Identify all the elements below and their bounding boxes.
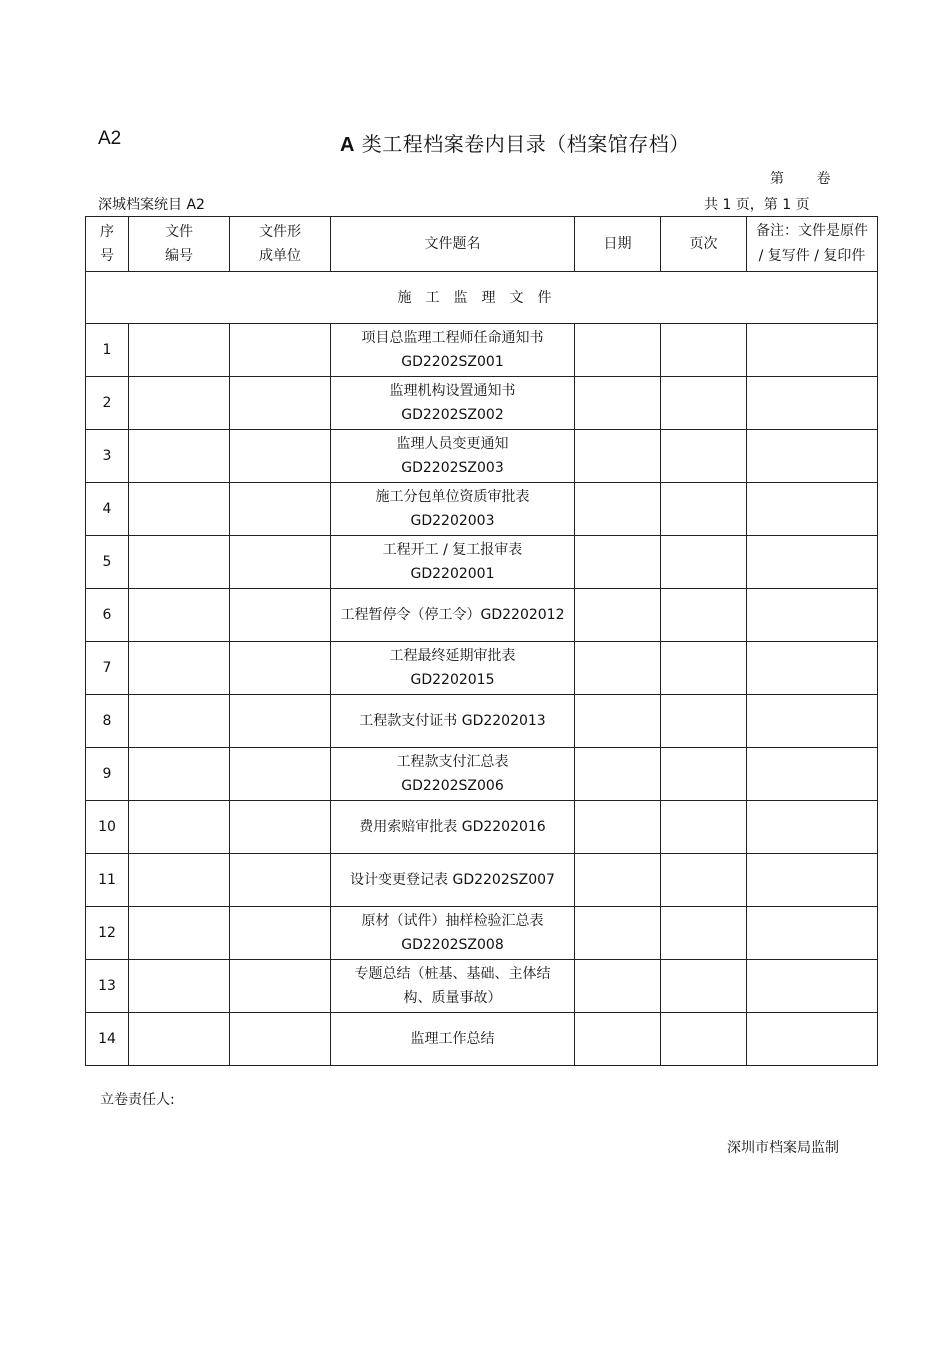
- page-cell: [661, 801, 747, 854]
- row-number: 14: [86, 1013, 129, 1066]
- row-number: 1: [86, 324, 129, 377]
- supervisor-label: 深圳市档案局监制: [727, 1140, 839, 1156]
- page-cell: [661, 642, 747, 695]
- table-row: [86, 324, 878, 377]
- page-cell: [661, 430, 747, 483]
- file-number-cell: [129, 801, 230, 854]
- issuing-unit-cell: [230, 854, 331, 907]
- table-row: [86, 483, 878, 536]
- file-title-cell: 项目总监理工程师任命通知书 GD2202SZ001: [331, 324, 575, 377]
- issuing-unit-cell: [230, 483, 331, 536]
- date-cell: [575, 324, 661, 377]
- header-cell: 文件题名: [331, 217, 575, 272]
- remark-cell: [747, 642, 878, 695]
- row-number: 3: [86, 430, 129, 483]
- issuing-unit-cell: [230, 642, 331, 695]
- issuing-unit-cell: [230, 801, 331, 854]
- section-row: [86, 272, 878, 324]
- date-cell: [575, 854, 661, 907]
- file-title-cell: 施工分包单位资质审批表 GD2202003: [331, 483, 575, 536]
- page-cell: [661, 483, 747, 536]
- row-number: 7: [86, 642, 129, 695]
- header-cell: 序 号: [86, 217, 129, 272]
- file-title-cell: 工程最终延期审批表 GD2202015: [331, 642, 575, 695]
- table-row: [86, 589, 878, 642]
- file-number-cell: [129, 324, 230, 377]
- remark-cell: [747, 377, 878, 430]
- title-text: 类工程档案卷内目录（档案馆存档）: [354, 132, 690, 156]
- issuing-unit-cell: [230, 377, 331, 430]
- remark-cell: [747, 589, 878, 642]
- table-row: [86, 430, 878, 483]
- issuing-unit-cell: [230, 907, 331, 960]
- date-cell: [575, 748, 661, 801]
- date-cell: [575, 536, 661, 589]
- table-row: [86, 377, 878, 430]
- file-title-cell: 工程开工 / 复工报审表 GD2202001: [331, 536, 575, 589]
- issuing-unit-cell: [230, 960, 331, 1013]
- file-title-cell: 专题总结（桩基、基础、主体结 构、质量事故）: [331, 960, 575, 1013]
- remark-cell: [747, 483, 878, 536]
- table-header-row: [86, 217, 878, 272]
- date-cell: [575, 960, 661, 1013]
- remark-cell: [747, 1013, 878, 1066]
- file-title-cell: 监理机构设置通知书 GD2202SZ002: [331, 377, 575, 430]
- row-number: 12: [86, 907, 129, 960]
- table-row: [86, 536, 878, 589]
- file-number-cell: [129, 642, 230, 695]
- date-cell: [575, 907, 661, 960]
- file-number-cell: [129, 907, 230, 960]
- table-row: [86, 748, 878, 801]
- table-row: [86, 695, 878, 748]
- row-number: 5: [86, 536, 129, 589]
- file-number-cell: [129, 1013, 230, 1066]
- page-cell: [661, 536, 747, 589]
- file-title-cell: 工程款支付汇总表 GD2202SZ006: [331, 748, 575, 801]
- section-title: 施工监理文件: [86, 272, 878, 324]
- file-number-cell: [129, 748, 230, 801]
- issuing-unit-cell: [230, 695, 331, 748]
- catalog-code: 深城档案统目 A2: [98, 197, 205, 213]
- row-number: 9: [86, 748, 129, 801]
- issuing-unit-cell: [230, 536, 331, 589]
- remark-cell: [747, 748, 878, 801]
- date-cell: [575, 483, 661, 536]
- table-row: [86, 907, 878, 960]
- remark-cell: [747, 960, 878, 1013]
- file-number-cell: [129, 377, 230, 430]
- issuing-unit-cell: [230, 1013, 331, 1066]
- date-cell: [575, 695, 661, 748]
- file-number-cell: [129, 695, 230, 748]
- issuing-unit-cell: [230, 430, 331, 483]
- issuing-unit-cell: [230, 748, 331, 801]
- remark-cell: [747, 695, 878, 748]
- form-code: A2: [98, 128, 122, 149]
- file-title-cell: 工程款支付证书 GD2202013: [331, 695, 575, 748]
- row-number: 2: [86, 377, 129, 430]
- header-cell: 页次: [661, 217, 747, 272]
- volume-label: 第 卷: [770, 171, 831, 187]
- page-cell: [661, 377, 747, 430]
- row-number: 8: [86, 695, 129, 748]
- header-cell: 备注：文件是原件 / 复写件 / 复印件: [747, 217, 878, 272]
- responsible-person-label: 立卷责任人:: [100, 1092, 175, 1108]
- row-number: 6: [86, 589, 129, 642]
- issuing-unit-cell: [230, 324, 331, 377]
- date-cell: [575, 430, 661, 483]
- table-row: [86, 801, 878, 854]
- remark-cell: [747, 324, 878, 377]
- page-cell: [661, 589, 747, 642]
- table-row: [86, 642, 878, 695]
- date-cell: [575, 801, 661, 854]
- file-number-cell: [129, 960, 230, 1013]
- file-number-cell: [129, 589, 230, 642]
- remark-cell: [747, 430, 878, 483]
- page-info: 共 1 页，第 1 页: [704, 197, 810, 213]
- date-cell: [575, 1013, 661, 1066]
- title-prefix: A: [340, 134, 355, 156]
- row-number: 13: [86, 960, 129, 1013]
- page-cell: [661, 907, 747, 960]
- document-title: [340, 128, 690, 157]
- table-row: [86, 854, 878, 907]
- file-title-cell: 工程暂停令（停工令）GD2202012: [331, 589, 575, 642]
- file-title-cell: 费用索赔审批表 GD2202016: [331, 801, 575, 854]
- file-title-cell: 监理人员变更通知 GD2202SZ003: [331, 430, 575, 483]
- page-cell: [661, 1013, 747, 1066]
- file-number-cell: [129, 483, 230, 536]
- file-number-cell: [129, 430, 230, 483]
- catalog-table: [85, 216, 878, 1066]
- remark-cell: [747, 801, 878, 854]
- file-number-cell: [129, 854, 230, 907]
- page-cell: [661, 854, 747, 907]
- issuing-unit-cell: [230, 589, 331, 642]
- page-cell: [661, 960, 747, 1013]
- row-number: 10: [86, 801, 129, 854]
- table-row: [86, 960, 878, 1013]
- file-title-cell: 设计变更登记表 GD2202SZ007: [331, 854, 575, 907]
- remark-cell: [747, 907, 878, 960]
- row-number: 11: [86, 854, 129, 907]
- file-title-cell: 监理工作总结: [331, 1013, 575, 1066]
- date-cell: [575, 377, 661, 430]
- header-cell: 日期: [575, 217, 661, 272]
- remark-cell: [747, 536, 878, 589]
- remark-cell: [747, 854, 878, 907]
- header-cell: 文件 编号: [129, 217, 230, 272]
- page-cell: [661, 695, 747, 748]
- date-cell: [575, 642, 661, 695]
- header-cell: 文件形 成单位: [230, 217, 331, 272]
- file-title-cell: 原材（试件）抽样检验汇总表 GD2202SZ008: [331, 907, 575, 960]
- page-cell: [661, 324, 747, 377]
- date-cell: [575, 589, 661, 642]
- row-number: 4: [86, 483, 129, 536]
- page-cell: [661, 748, 747, 801]
- table-row: [86, 1013, 878, 1066]
- file-number-cell: [129, 536, 230, 589]
